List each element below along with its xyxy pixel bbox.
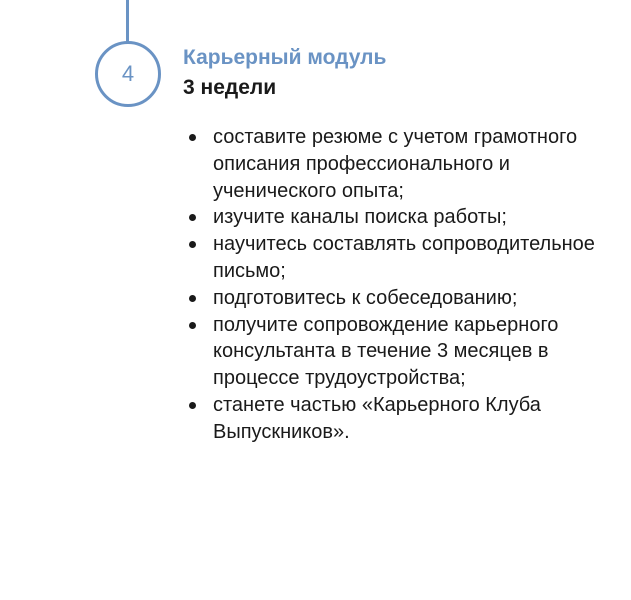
bullet-icon (189, 134, 196, 141)
bullet-icon (189, 322, 196, 329)
task-item (185, 204, 615, 231)
bullet-icon (189, 214, 196, 221)
task-text: подготовитесь к собеседованию; (213, 286, 518, 309)
task-item (185, 392, 615, 446)
bullet-icon (189, 295, 196, 302)
task-text: научитесь составлять сопроводительное письмо; (213, 233, 595, 282)
bullet-icon (189, 241, 196, 248)
task-item (185, 285, 615, 312)
task-text: получите сопровождение карьерного консультанта в течение 3 месяцев в процессе трудоустройства; (213, 313, 559, 390)
module-duration: 3 недели (183, 76, 277, 99)
task-text: составите резюме с учетом грамотного описания профессионального и ученического опыта; (213, 126, 578, 202)
task-item (185, 312, 615, 392)
task-text: станете частью «Карьерного Клуба Выпускников». (213, 393, 541, 443)
task-list (185, 124, 615, 446)
step-number-badge (95, 41, 161, 107)
task-item (185, 124, 615, 204)
task-item (185, 231, 615, 285)
bullet-icon (189, 402, 196, 409)
module-title: Карьерный модуль (183, 46, 387, 69)
task-text: изучите каналы поиска работы; (213, 206, 507, 229)
step-number: 4 (121, 61, 135, 86)
timeline-connector (126, 0, 129, 42)
